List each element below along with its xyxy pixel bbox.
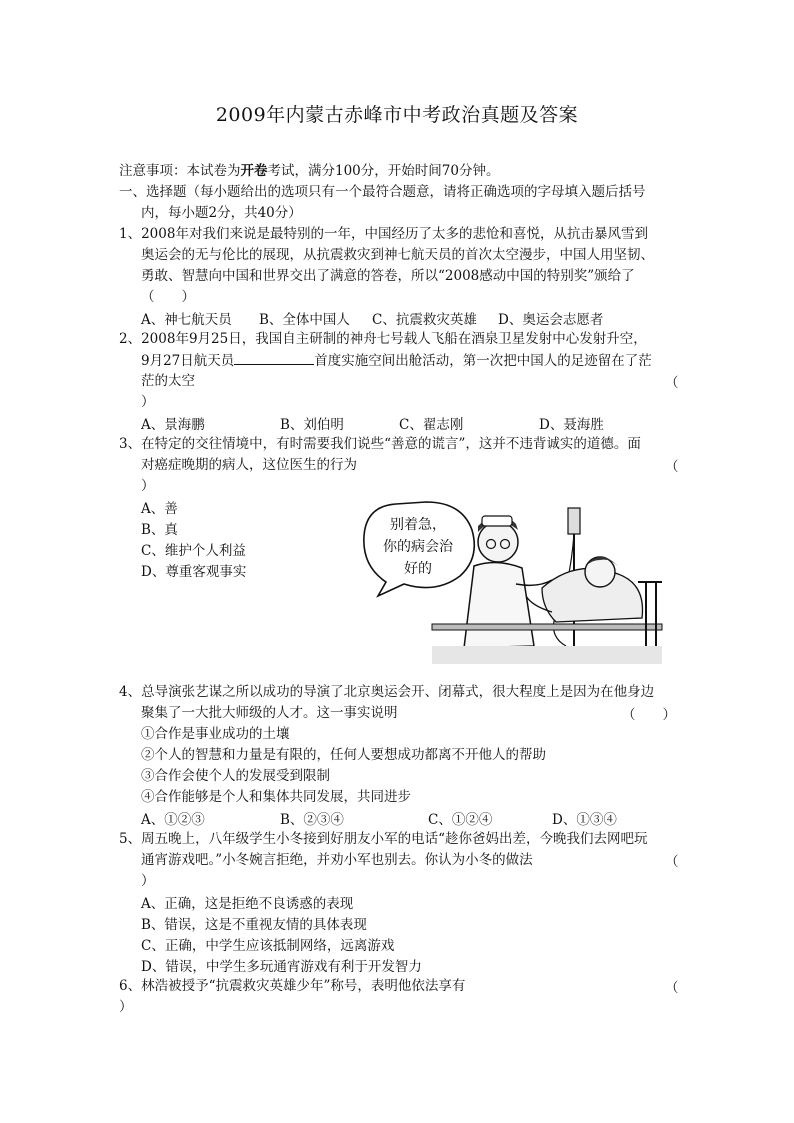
q3-line: 3、在特定的交往情境中，有时需要我们说些“善意的谎言”，这并不违背诚实的道德。面 (119, 436, 641, 452)
q3-option-c: C、维护个人利益 (141, 543, 246, 559)
q5-option-a: A、正确，这是拒绝不良诱惑的表现 (141, 896, 354, 912)
section-heading-cont: 内，每小题2分，共40分） (141, 205, 302, 221)
q2-paren-close: ） (141, 394, 155, 410)
q2-line-a: 9月27日航天员 (141, 353, 235, 369)
q4-line: 4、总导演张艺谋之所以成功的导演了北京奥运会开、闭幕式，很大程度上是因为在他身边 (119, 684, 655, 700)
q1-option-a: A、神七航天员 (141, 312, 232, 328)
q1-line: 1、2008年对我们来说是最特别的一年，中国经历了太多的悲怆和喜悦，从抗击暴风雪到 (119, 226, 648, 242)
q5-line: 5、周五晚上，八年级学生小冬接到好朋友小军的电话“趁你爸妈出差，今晚我们去网吧玩 (119, 831, 648, 847)
q2-option-a: A、景海鹏 (141, 417, 205, 433)
q3-line: 对癌症晚期的病人，这位医生的行为 (141, 457, 357, 473)
q1-option-d: D、奥运会志愿者 (498, 312, 604, 328)
q5-option-b: B、错误，这是不重视友情的具体表现 (141, 917, 367, 933)
answer-blank (234, 350, 314, 365)
q4-item: ④合作能够是个人和集体共同发展，共同进步 (141, 789, 411, 805)
q1-line: 勇敢、智慧向中国和世界交出了满意的答卷，所以“2008感动中国的特别奖”颁给了 (141, 268, 635, 284)
speech-bubble (366, 514, 470, 580)
q4-option-a: A、①②③ (141, 812, 205, 828)
q3-paren-open: （ (665, 459, 679, 475)
doctor-patient-illustration (356, 496, 666, 666)
q3-paren-close: ） (141, 478, 155, 494)
q2-line: 2、2008年9月25日，我国自主研制的神舟七号载人飞船在酒泉卫星发射中心发射升空， (119, 331, 647, 347)
q4-line: 聚集了一大批大师级的人才。这一事实说明 (141, 705, 398, 721)
q6-paren-open: （ (665, 980, 679, 996)
notice-suffix: 考试，满分100分，开始时间70分钟。 (267, 163, 500, 179)
q2-option-c: C、翟志刚 (399, 417, 464, 433)
q2-line: 茫的太空 (141, 373, 195, 389)
q4-item: ①合作是事业成功的土壤 (141, 726, 290, 742)
q1-option-b: B、全体中国人 (259, 312, 350, 328)
q1-line: 奥运会的无与伦比的展现，从抗震救灾到神七航天员的首次太空漫步，中国人用坚韧、 (141, 247, 654, 263)
q6-paren-close: ） (119, 999, 133, 1015)
q4-answer-paren: （ ） (622, 707, 676, 723)
q4-option-c: C、①②④ (428, 812, 493, 828)
q2-option-b: B、刘伯明 (280, 417, 344, 433)
notice-bold: 开卷 (240, 163, 268, 179)
notice-prefix: 注意事项：本试卷为 (119, 163, 241, 179)
q4-item: ③合作会使个人的发展受到限制 (141, 768, 330, 784)
q3-option-d: D、尊重客观事实 (141, 564, 247, 580)
q5-line: 通宵游戏吧。”小冬婉言拒绝，并劝小军也别去。你认为小冬的做法 (141, 852, 533, 868)
q3-option-a: A、善 (141, 501, 178, 517)
q3-option-b: B、真 (141, 522, 178, 538)
q1-answer-paren: （ ） (141, 289, 195, 305)
q4-option-d: D、①③④ (552, 812, 617, 828)
page-title: 2009年内蒙古赤峰市中考政治真题及答案 (215, 104, 579, 126)
bubble-line: 好的 (404, 561, 432, 577)
q5-option-d: D、错误，中学生多玩通宵游戏有利于开发智力 (141, 959, 422, 975)
section-heading: 一、选择题（每小题给出的选项只有一个最符合题意，请将正确选项的字母填入题后括号 (119, 184, 646, 200)
q2-line-b: 首度实施空间出舱活动，第一次把中国人的足迹留在了茫 (314, 353, 652, 369)
q4-option-b: B、②③④ (280, 812, 344, 828)
q6-line: 6、林浩被授予“抗震救灾英雄少年”称号，表明他依法享有 (119, 978, 466, 994)
bubble-line: 别着急， (390, 517, 446, 533)
q5-paren-close: ） (141, 873, 155, 889)
notice (119, 161, 499, 181)
q5-option-c: C、正确，中学生应该抵制网络，远离游戏 (141, 938, 395, 954)
bubble-line: 你的病会治 (383, 539, 453, 555)
q2-option-d: D、聂海胜 (539, 417, 604, 433)
q4-item: ②个人的智慧和力量是有限的，任何人要想成功都离不开他人的帮助 (141, 747, 546, 763)
q2-line (141, 350, 652, 371)
q2-paren-open: （ (665, 375, 679, 391)
q5-paren-open: （ (665, 854, 679, 870)
q1-option-c: C、抗震救灾英雄 (372, 312, 477, 328)
